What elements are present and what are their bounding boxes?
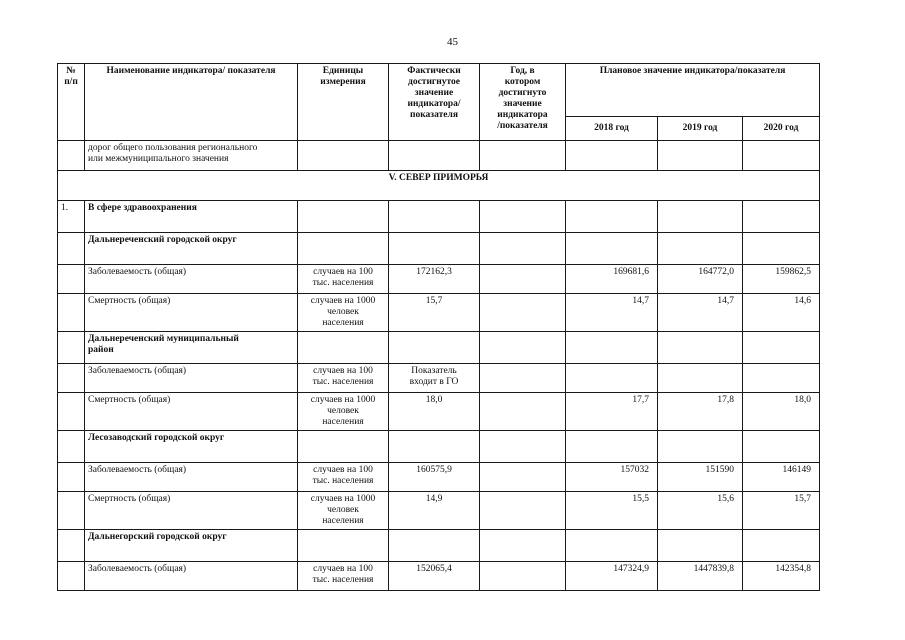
value-2020: 14,6 — [743, 294, 820, 332]
value-2018: 15,5 — [566, 492, 658, 530]
value-2019: 1447839,8 — [658, 562, 743, 591]
table-row — [58, 562, 820, 591]
indicator-name: Заболеваемость (общая) — [85, 364, 298, 393]
value-2020: 159862,5 — [743, 265, 820, 294]
header-year: Год, в котором достигнуто значение индикатора /показателя — [480, 64, 566, 141]
header-2019: 2019 год — [658, 117, 743, 141]
units-cell: случаев на 1000 человек населения — [298, 492, 389, 530]
value-2020: 142354,8 — [743, 562, 820, 591]
value-2020: 146149 — [743, 463, 820, 492]
actual-value: 15,7 — [389, 294, 480, 332]
header-num: № п/п — [58, 64, 85, 141]
year-value — [480, 463, 566, 492]
units-cell: случаев на 100 тыс. населения — [298, 265, 389, 294]
continuation-text: дорог общего пользования регионального или межмуниципального значения — [85, 141, 298, 171]
year-value — [480, 364, 566, 393]
subsection-num: 1. — [58, 201, 85, 233]
header-actual: Фактически достигнутое значение индикатора/ показателя — [389, 64, 480, 141]
group-name: Дальнереченский городской округ — [85, 233, 298, 265]
table-row — [58, 265, 820, 294]
actual-value: 160575,9 — [389, 463, 480, 492]
table-row — [58, 463, 820, 492]
group-row — [58, 431, 820, 463]
indicator-name: Смертность (общая) — [85, 393, 298, 431]
table-row — [58, 364, 820, 393]
value-2018: 147324,9 — [566, 562, 658, 591]
value-2020: 18,0 — [743, 393, 820, 431]
year-value — [480, 265, 566, 294]
indicator-name: Смертность (общая) — [85, 492, 298, 530]
year-value — [480, 393, 566, 431]
header-units: Единицы измерения — [298, 64, 389, 141]
value-2020: 15,7 — [743, 492, 820, 530]
value-2018: 169681,6 — [566, 265, 658, 294]
year-value — [480, 562, 566, 591]
value-2019: 17,8 — [658, 393, 743, 431]
value-2019 — [658, 364, 743, 393]
actual-value: 172162,3 — [389, 265, 480, 294]
actual-value: Показатель входит в ГО — [389, 364, 480, 393]
value-2019: 164772,0 — [658, 265, 743, 294]
value-2020 — [743, 364, 820, 393]
value-2018: 157032 — [566, 463, 658, 492]
indicator-name: Смертность (общая) — [85, 294, 298, 332]
actual-value: 14,9 — [389, 492, 480, 530]
section-title: V. СЕВЕР ПРИМОРЬЯ — [58, 171, 820, 201]
value-2019: 151590 — [658, 463, 743, 492]
table-row — [58, 294, 820, 332]
indicator-name: Заболеваемость (общая) — [85, 562, 298, 591]
year-value — [480, 492, 566, 530]
page-number: 45 — [447, 36, 458, 48]
value-2019: 15,6 — [658, 492, 743, 530]
table-row — [58, 492, 820, 530]
group-row — [58, 332, 820, 364]
header-planned: Плановое значение индикатора/показателя — [566, 64, 820, 117]
header-2020: 2020 год — [743, 117, 820, 141]
table-row — [58, 393, 820, 431]
header-name: Наименование индикатора/ показателя — [85, 64, 298, 141]
units-cell: случаев на 100 тыс. населения — [298, 463, 389, 492]
units-cell: случаев на 1000 человек населения — [298, 294, 389, 332]
value-2019: 14,7 — [658, 294, 743, 332]
header-2018: 2018 год — [566, 117, 658, 141]
group-name: Дальнегорский городской округ — [85, 530, 298, 562]
actual-value: 18,0 — [389, 393, 480, 431]
year-value — [480, 294, 566, 332]
units-cell: случаев на 100 тыс. населения — [298, 562, 389, 591]
continuation-num — [58, 141, 85, 171]
group-name: Лесозаводский городской округ — [85, 431, 298, 463]
group-row — [58, 233, 820, 265]
indicator-name: Заболеваемость (общая) — [85, 265, 298, 294]
value-2018 — [566, 364, 658, 393]
units-cell: случаев на 1000 человек населения — [298, 393, 389, 431]
units-cell: случаев на 100 тыс. населения — [298, 364, 389, 393]
indicator-name: Заболеваемость (общая) — [85, 463, 298, 492]
actual-value: 152065,4 — [389, 562, 480, 591]
group-row — [58, 530, 820, 562]
indicator-table — [57, 63, 820, 591]
subsection-name: В сфере здравоохранения — [85, 201, 298, 233]
group-name: Дальнереченский муниципальный район — [85, 332, 298, 364]
value-2018: 14,7 — [566, 294, 658, 332]
value-2018: 17,7 — [566, 393, 658, 431]
